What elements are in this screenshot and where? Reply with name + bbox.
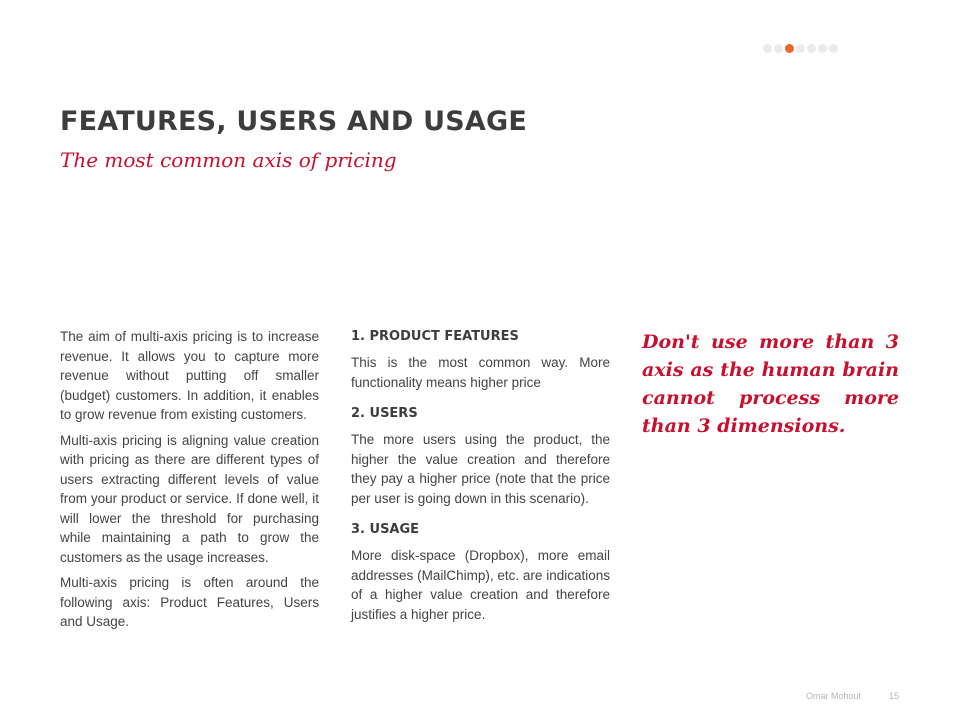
intro-column <box>60 327 319 638</box>
intro-paragraph: The aim of multi-axis pricing is to increase revenue. It allows you to capture more revenue without putting off smaller (budget) customers. In addition, it enables to grow revenue from existing customers. <box>60 329 319 422</box>
section-text-usage: More disk-space (Dropbox), more email addresses (MailChimp), etc. are indications of a higher value creation and therefore justifies a higher price. <box>351 548 610 622</box>
progress-dot <box>796 44 805 53</box>
section-heading-users: 2. USERS <box>351 406 418 421</box>
axis-list-column <box>351 327 610 636</box>
section-text-users: The more users using the product, the higher the value creation and therefore they pay a higher price (note that the price per user is going down in this scenario). <box>351 432 610 506</box>
progress-dot-active <box>785 44 794 53</box>
progress-dot <box>774 44 783 53</box>
section-heading-product-features: 1. PRODUCT FEATURES <box>351 329 519 344</box>
pull-quote: Don't use more than 3 axis as the human brain cannot process more than 3 dimensions. <box>642 331 899 437</box>
progress-dot <box>807 44 816 53</box>
page-title: FEATURES, USERS AND USAGE <box>60 106 527 137</box>
intro-paragraph: Multi-axis pricing is aligning value creation with pricing as there are different types of users extracting different levels of value from your product or service. If done well, it will lower the threshold for purchasing while maintaining a path to grow the customers as the usage increases. <box>60 432 319 565</box>
page-subtitle: The most common axis of pricing <box>60 148 397 172</box>
section-heading-usage: 3. USAGE <box>351 522 420 537</box>
footer-author: Omar Mohout <box>806 691 862 701</box>
progress-dot <box>829 44 838 53</box>
progress-dot <box>763 44 772 53</box>
page-number: 15 <box>889 691 900 701</box>
progress-dots <box>763 44 838 53</box>
section-text-product-features: This is the most common way. More functionality means higher price <box>351 355 610 390</box>
progress-dot <box>818 44 827 53</box>
intro-paragraph: Multi-axis pricing is often around the following axis: Product Features, Users and Usage. <box>60 575 319 629</box>
